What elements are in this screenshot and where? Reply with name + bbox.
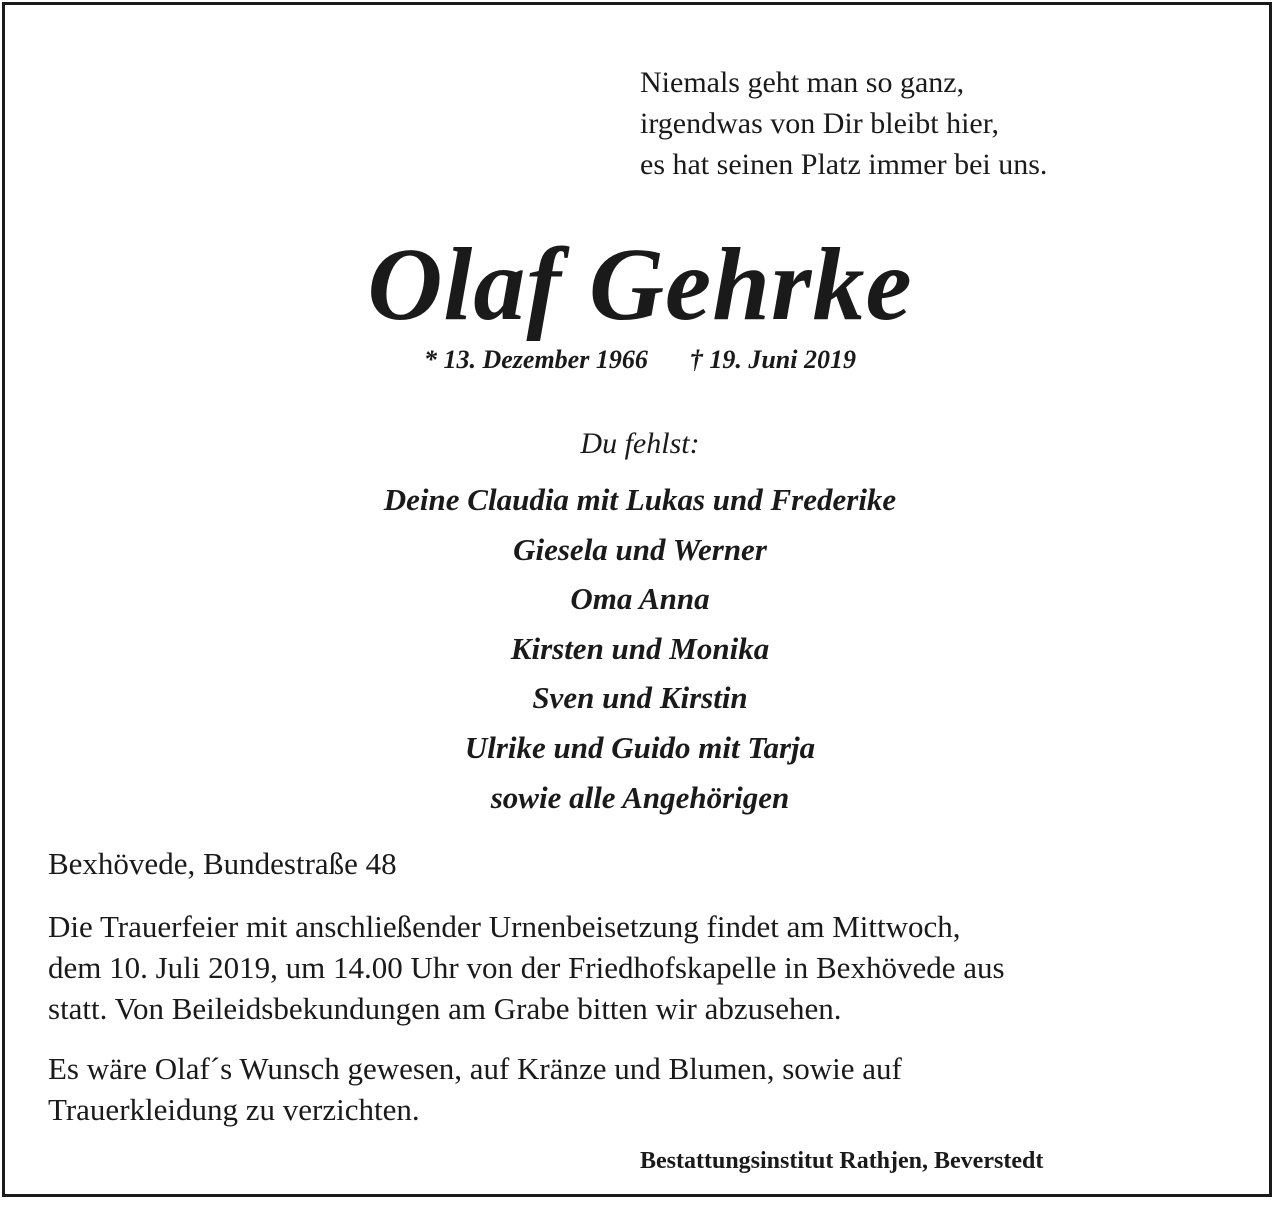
mourner-line: Sven und Kirstin xyxy=(532,680,748,716)
notice-line: statt. Von Beileidsbekundungen am Grabe bitten wir abzusehen. xyxy=(48,991,842,1026)
wish-notice xyxy=(48,1048,1228,1130)
notice-line: Trauerkleidung zu verzichten. xyxy=(48,1092,420,1127)
mourner-line: Deine Claudia mit Lukas und Frederike xyxy=(383,482,897,517)
notice-line: Die Trauerfeier mit anschließender Urnenbeisetzung findet am Mittwoch, xyxy=(48,909,961,944)
deceased-name: Olaf Gehrke xyxy=(367,227,913,342)
mourner-line: Oma Anna xyxy=(570,581,710,617)
mourner-line: sowie alle Angehörigen xyxy=(490,779,790,815)
mourners-list xyxy=(0,475,1280,822)
mourners-intro: Du fehlst: xyxy=(580,427,700,460)
verse-line: irgendwas von Dir bleibt hier, xyxy=(640,107,1000,140)
life-dates xyxy=(0,343,1280,377)
family-address: Bexhövede, Bundestraße 48 xyxy=(48,846,397,881)
mourner-line: Kirsten und Monika xyxy=(510,630,770,666)
funeral-home-credit: Bestattungsinstitut Rathjen, Beverstedt xyxy=(640,1148,1044,1174)
mourner-line: Giesela und Werner xyxy=(513,531,767,567)
funeral-notice xyxy=(48,906,1228,1029)
death-date: † 19. Juni 2019 xyxy=(689,345,856,374)
memorial-verse xyxy=(640,62,1047,185)
notice-line: Es wäre Olaf´s Wunsch gewesen, auf Kränze und Blumen, sowie auf xyxy=(48,1051,902,1086)
birth-date: * 13. Dezember 1966 xyxy=(423,345,648,374)
mourner-line: Ulrike und Guido mit Tarja xyxy=(464,729,816,765)
verse-line: Niemals geht man so ganz, xyxy=(640,66,965,99)
verse-line: es hat seinen Platz immer bei uns. xyxy=(640,148,1048,181)
notice-line: dem 10. Juli 2019, um 14.00 Uhr von der Friedhofskapelle in Bexhövede aus xyxy=(48,950,1005,985)
